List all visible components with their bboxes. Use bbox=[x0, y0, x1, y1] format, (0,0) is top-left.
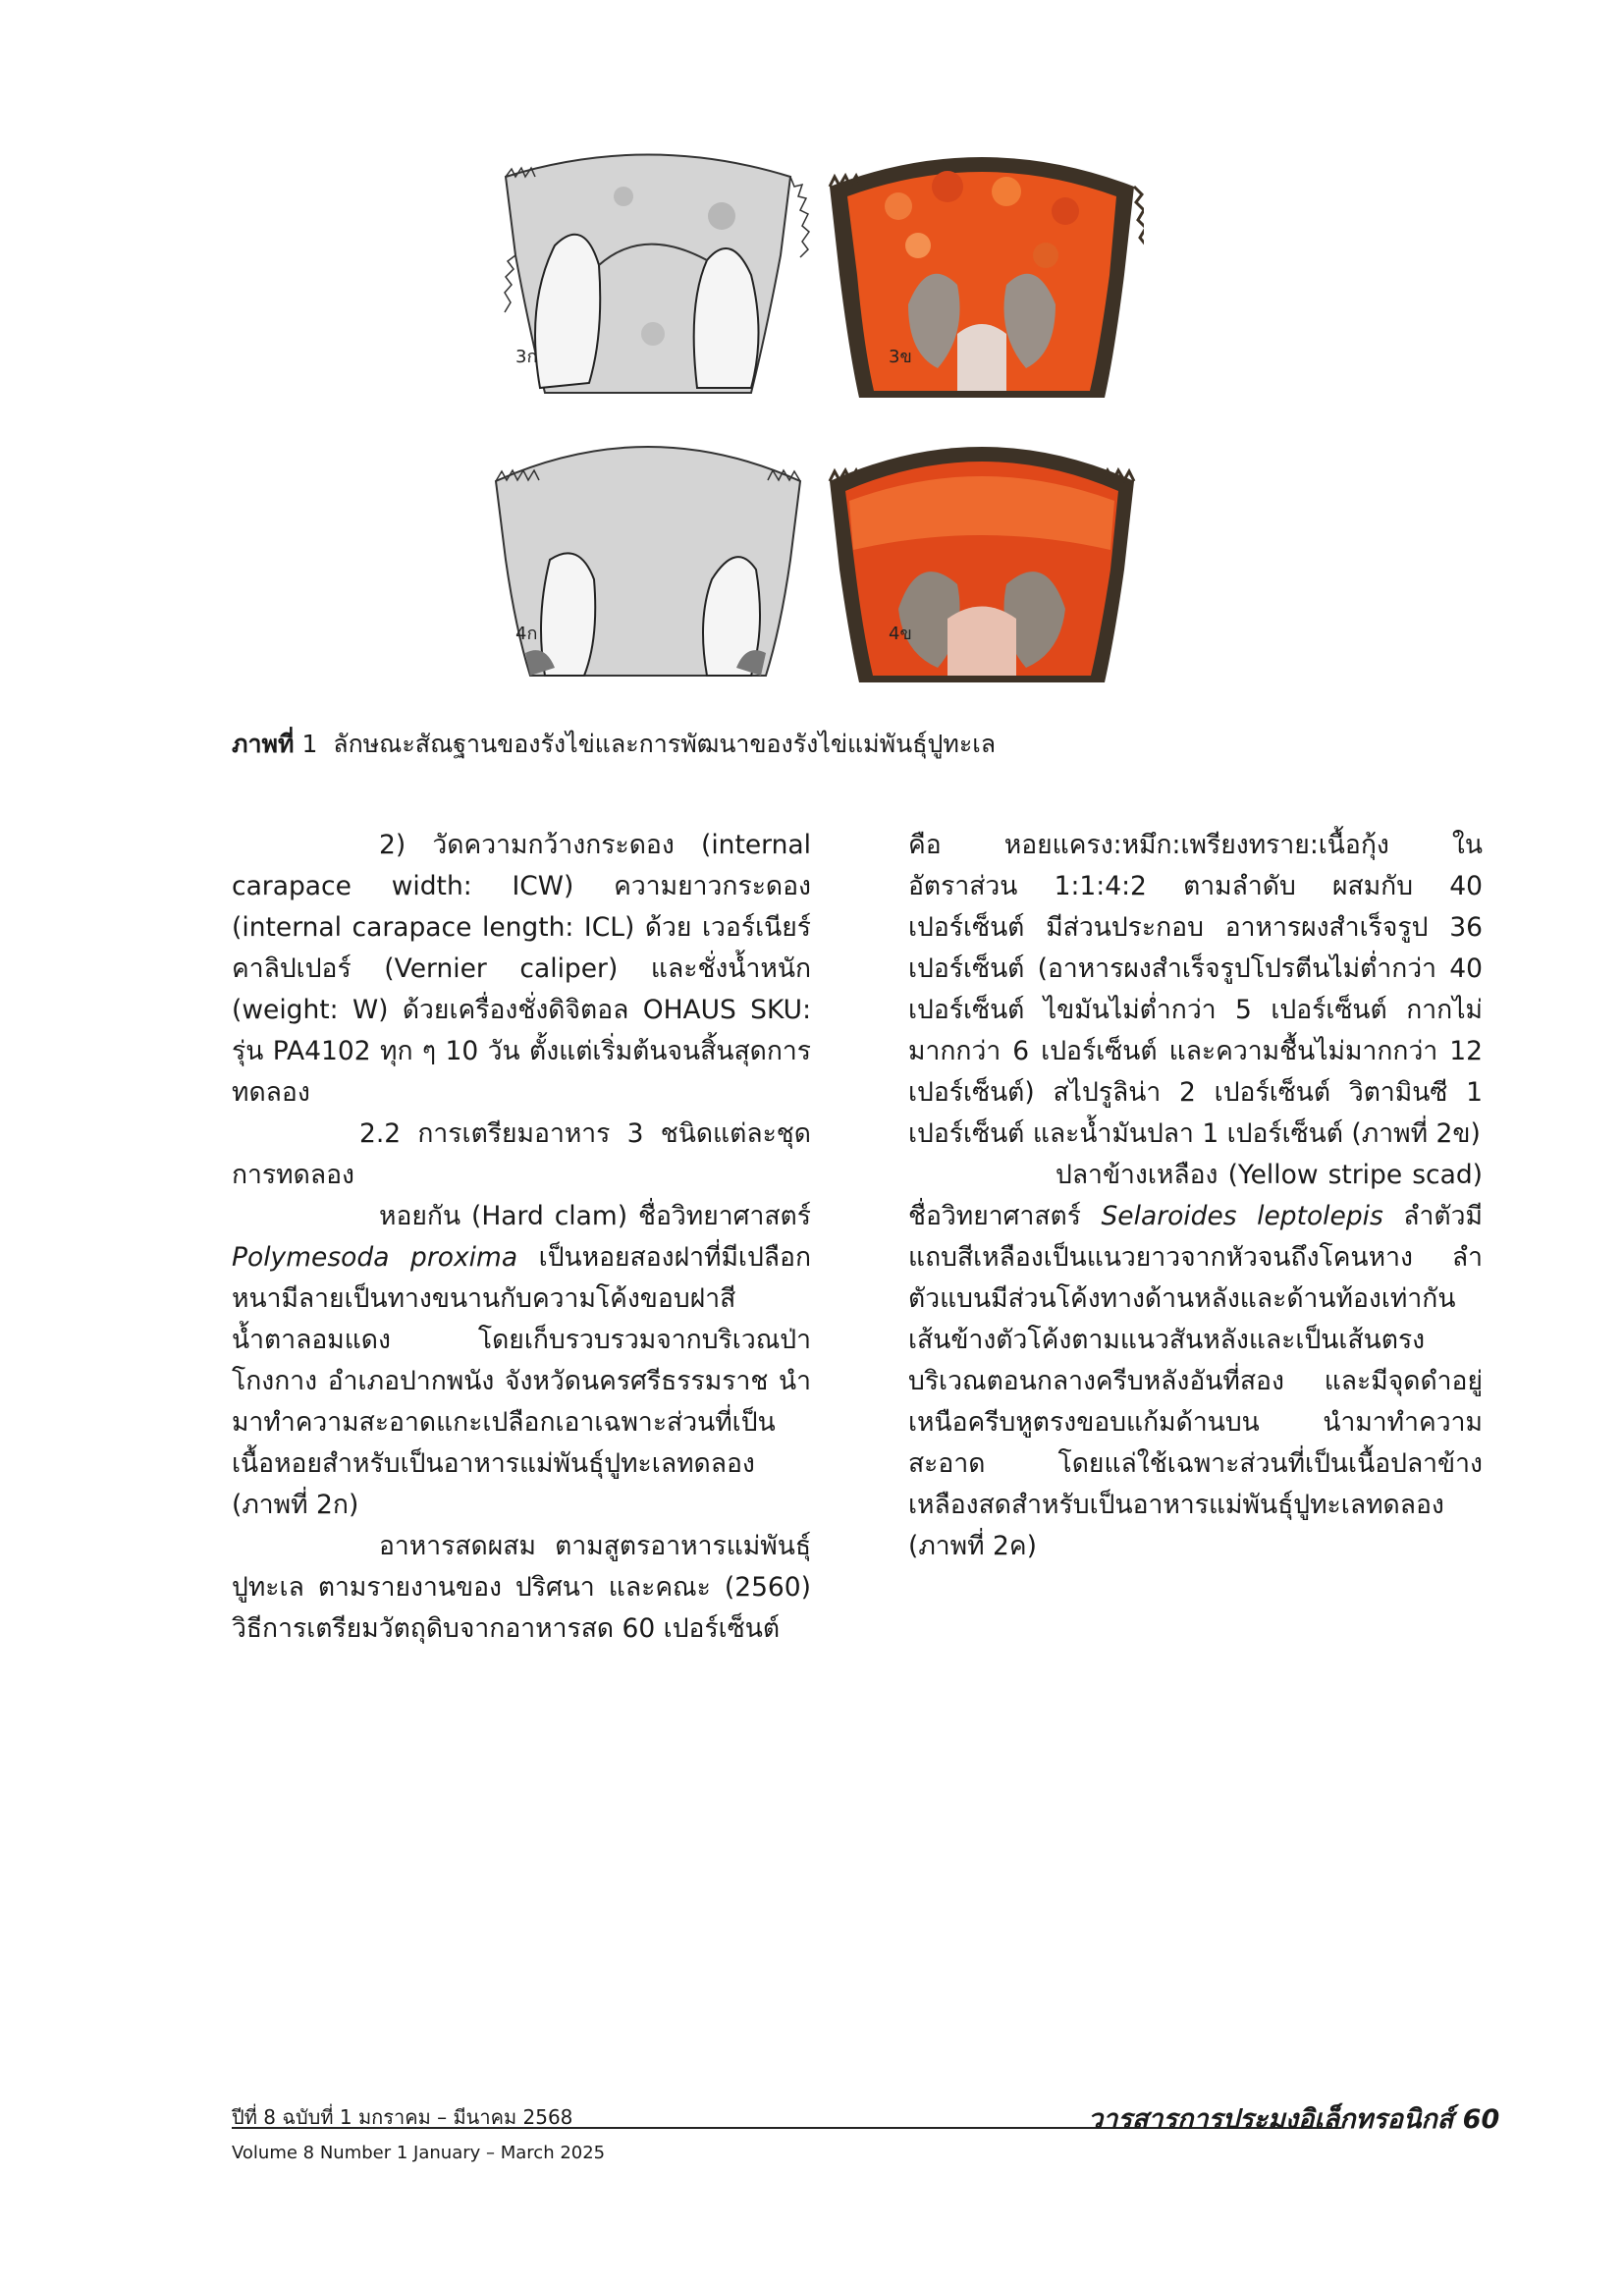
caption-text: ลักษณะสัณฐานของรังไข่และการพัฒนาของรังไข่แม่พันธุ์ปูทะเล bbox=[333, 730, 997, 758]
scad-text-a: ปลาข้างเหลือง (Yellow stripe scad) ชื่อวิทยาศาสตร์ bbox=[908, 1160, 1483, 1231]
caption-prefix: ภาพที่ bbox=[232, 730, 295, 758]
panel-3b-photo bbox=[820, 137, 1144, 403]
right-column bbox=[908, 825, 1483, 1567]
scad-text-b: ลำตัวมีแถบสีเหลืองเป็นแนวยาวจากหัวจนถึงโคนหาง ลำตัวแบนมีส่วนโค้งทางด้านหลังและด้านท้องเท่ากัน เส้นข้างตัวโค้งตามแนวสันหลังและเป็นเส้นตรงบริเวณตอนกลางครีบหลังอันที่สอง และมีจุดดำอยู่เหนือครีบหูตรงขอบแก้มด้านบน นำมาทำความสะอาด โดยแล่ใช้เฉพาะส่วนที่เป็นเนื้อปลาข้างเหลืองสดสำหรับเป็นอาหารแม่พันธุ์ปูทะเลทดลอง (ภาพที่ 2ค) bbox=[908, 1201, 1483, 1561]
figure-1 bbox=[486, 137, 1144, 687]
caption-number: 1 bbox=[301, 730, 318, 758]
left-paragraph-mixed-feed: อาหารสดผสม ตามสูตรอาหารแม่พันธุ์ปูทะเล ตามรายงานของ ปริศนา และคณะ (2560) วิธีการเตรียมวัตถุดิบจากอาหารสด 60 เปอร์เซ็นต์ bbox=[232, 1531, 811, 1644]
scad-scientific-name: Selaroides leptolepis bbox=[1101, 1201, 1383, 1231]
panel-4b-photo bbox=[820, 422, 1144, 687]
footer-journal bbox=[1088, 2097, 1499, 2140]
panel-4a-drawing bbox=[486, 422, 810, 687]
section-heading-2-2: 2.2 การเตรียมอาหาร 3 ชนิดแต่ละชุดการทดลอง bbox=[232, 1118, 811, 1190]
hard-clam-scientific-name: Polymesoda proxima bbox=[232, 1242, 518, 1273]
figure-caption bbox=[232, 725, 996, 764]
page-number: 60 bbox=[1462, 2104, 1500, 2135]
panel-label-3b: 3ข bbox=[889, 347, 912, 367]
footer-issue-thai: ปีที่ 8 ฉบับที่ 1 มกราคม – มีนาคม 2568 bbox=[232, 2105, 573, 2129]
left-paragraph-hard-clam bbox=[232, 1196, 811, 1526]
footer-issue-english: Volume 8 Number 1 January – March 2025 bbox=[232, 2143, 606, 2163]
left-paragraph-1: 2) วัดความกว้างกระดอง (internal carapace width: ICW) ความยาวกระดอง (internal carapace length: ICL) ด้วย เวอร์เนียร์คาลิปเปอร์ (Vernier caliper) และชั่งน้ำหนัก (weight: W) ด้วยเครื่องชั่งดิจิตอล OHAUS SKU: รุ่น PA4102 ทุก ๆ 10 วัน ตั้งแต่เริ่มต้นจนสิ้นสุดการทดลอง bbox=[232, 830, 811, 1108]
right-paragraph-1: คือ หอยแครง:หมึก:เพรียงทราย:เนื้อกุ้ง ในอัตราส่วน 1:1:4:2 ตามลำดับ ผสมกับ 40 เปอร์เซ็นต์ มีส่วนประกอบ อาหารผงสำเร็จรูป 36 เปอร์เซ็นต์ (อาหารผงสำเร็จรูปโปรตีนไม่ต่ำกว่า 40 เปอร์เซ็นต์ ไขมันไม่ต่ำกว่า 5 เปอร์เซ็นต์ กากไม่มากกว่า 6 เปอร์เซ็นต์ และความชื้นไม่มากกว่า 12 เปอร์เซ็นต์) สไปรูลิน่า 2 เปอร์เซ็นต์ วิตามินซี 1 เปอร์เซ็นต์ และน้ำมันปลา 1 เปอร์เซ็นต์ (ภาพที่ 2ข) bbox=[908, 830, 1483, 1149]
hard-clam-text-a: หอยกัน (Hard clam) ชื่อวิทยาศาสตร์ bbox=[379, 1201, 811, 1231]
left-column bbox=[232, 825, 811, 1650]
panel-label-4a: 4ก bbox=[515, 624, 538, 644]
hard-clam-text-b: เป็นหอยสองฝาที่มีเปลือกหนามีลายเป็นทางขนานกับความโค้งขอบฝาสีน้ำตาลอมแดง โดยเก็บรวบรวมจากบริเวณป่าโกงกาง อำเภอปากพนัง จังหวัดนครศรีธรรมราช นำมาทำความสะอาดแกะเปลือกเอาเฉพาะส่วนที่เป็นเนื้อหอยสำหรับเป็นอาหารแม่พันธุ์ปูทะเลทดลอง (ภาพที่ 2ก) bbox=[232, 1242, 812, 1520]
panel-label-3a: 3ก bbox=[515, 347, 538, 367]
journal-name: วารสารการประมงอิเล็กทรอนิกส์ bbox=[1088, 2104, 1454, 2135]
right-paragraph-scad bbox=[908, 1155, 1483, 1567]
panel-label-4b: 4ข bbox=[889, 624, 912, 644]
